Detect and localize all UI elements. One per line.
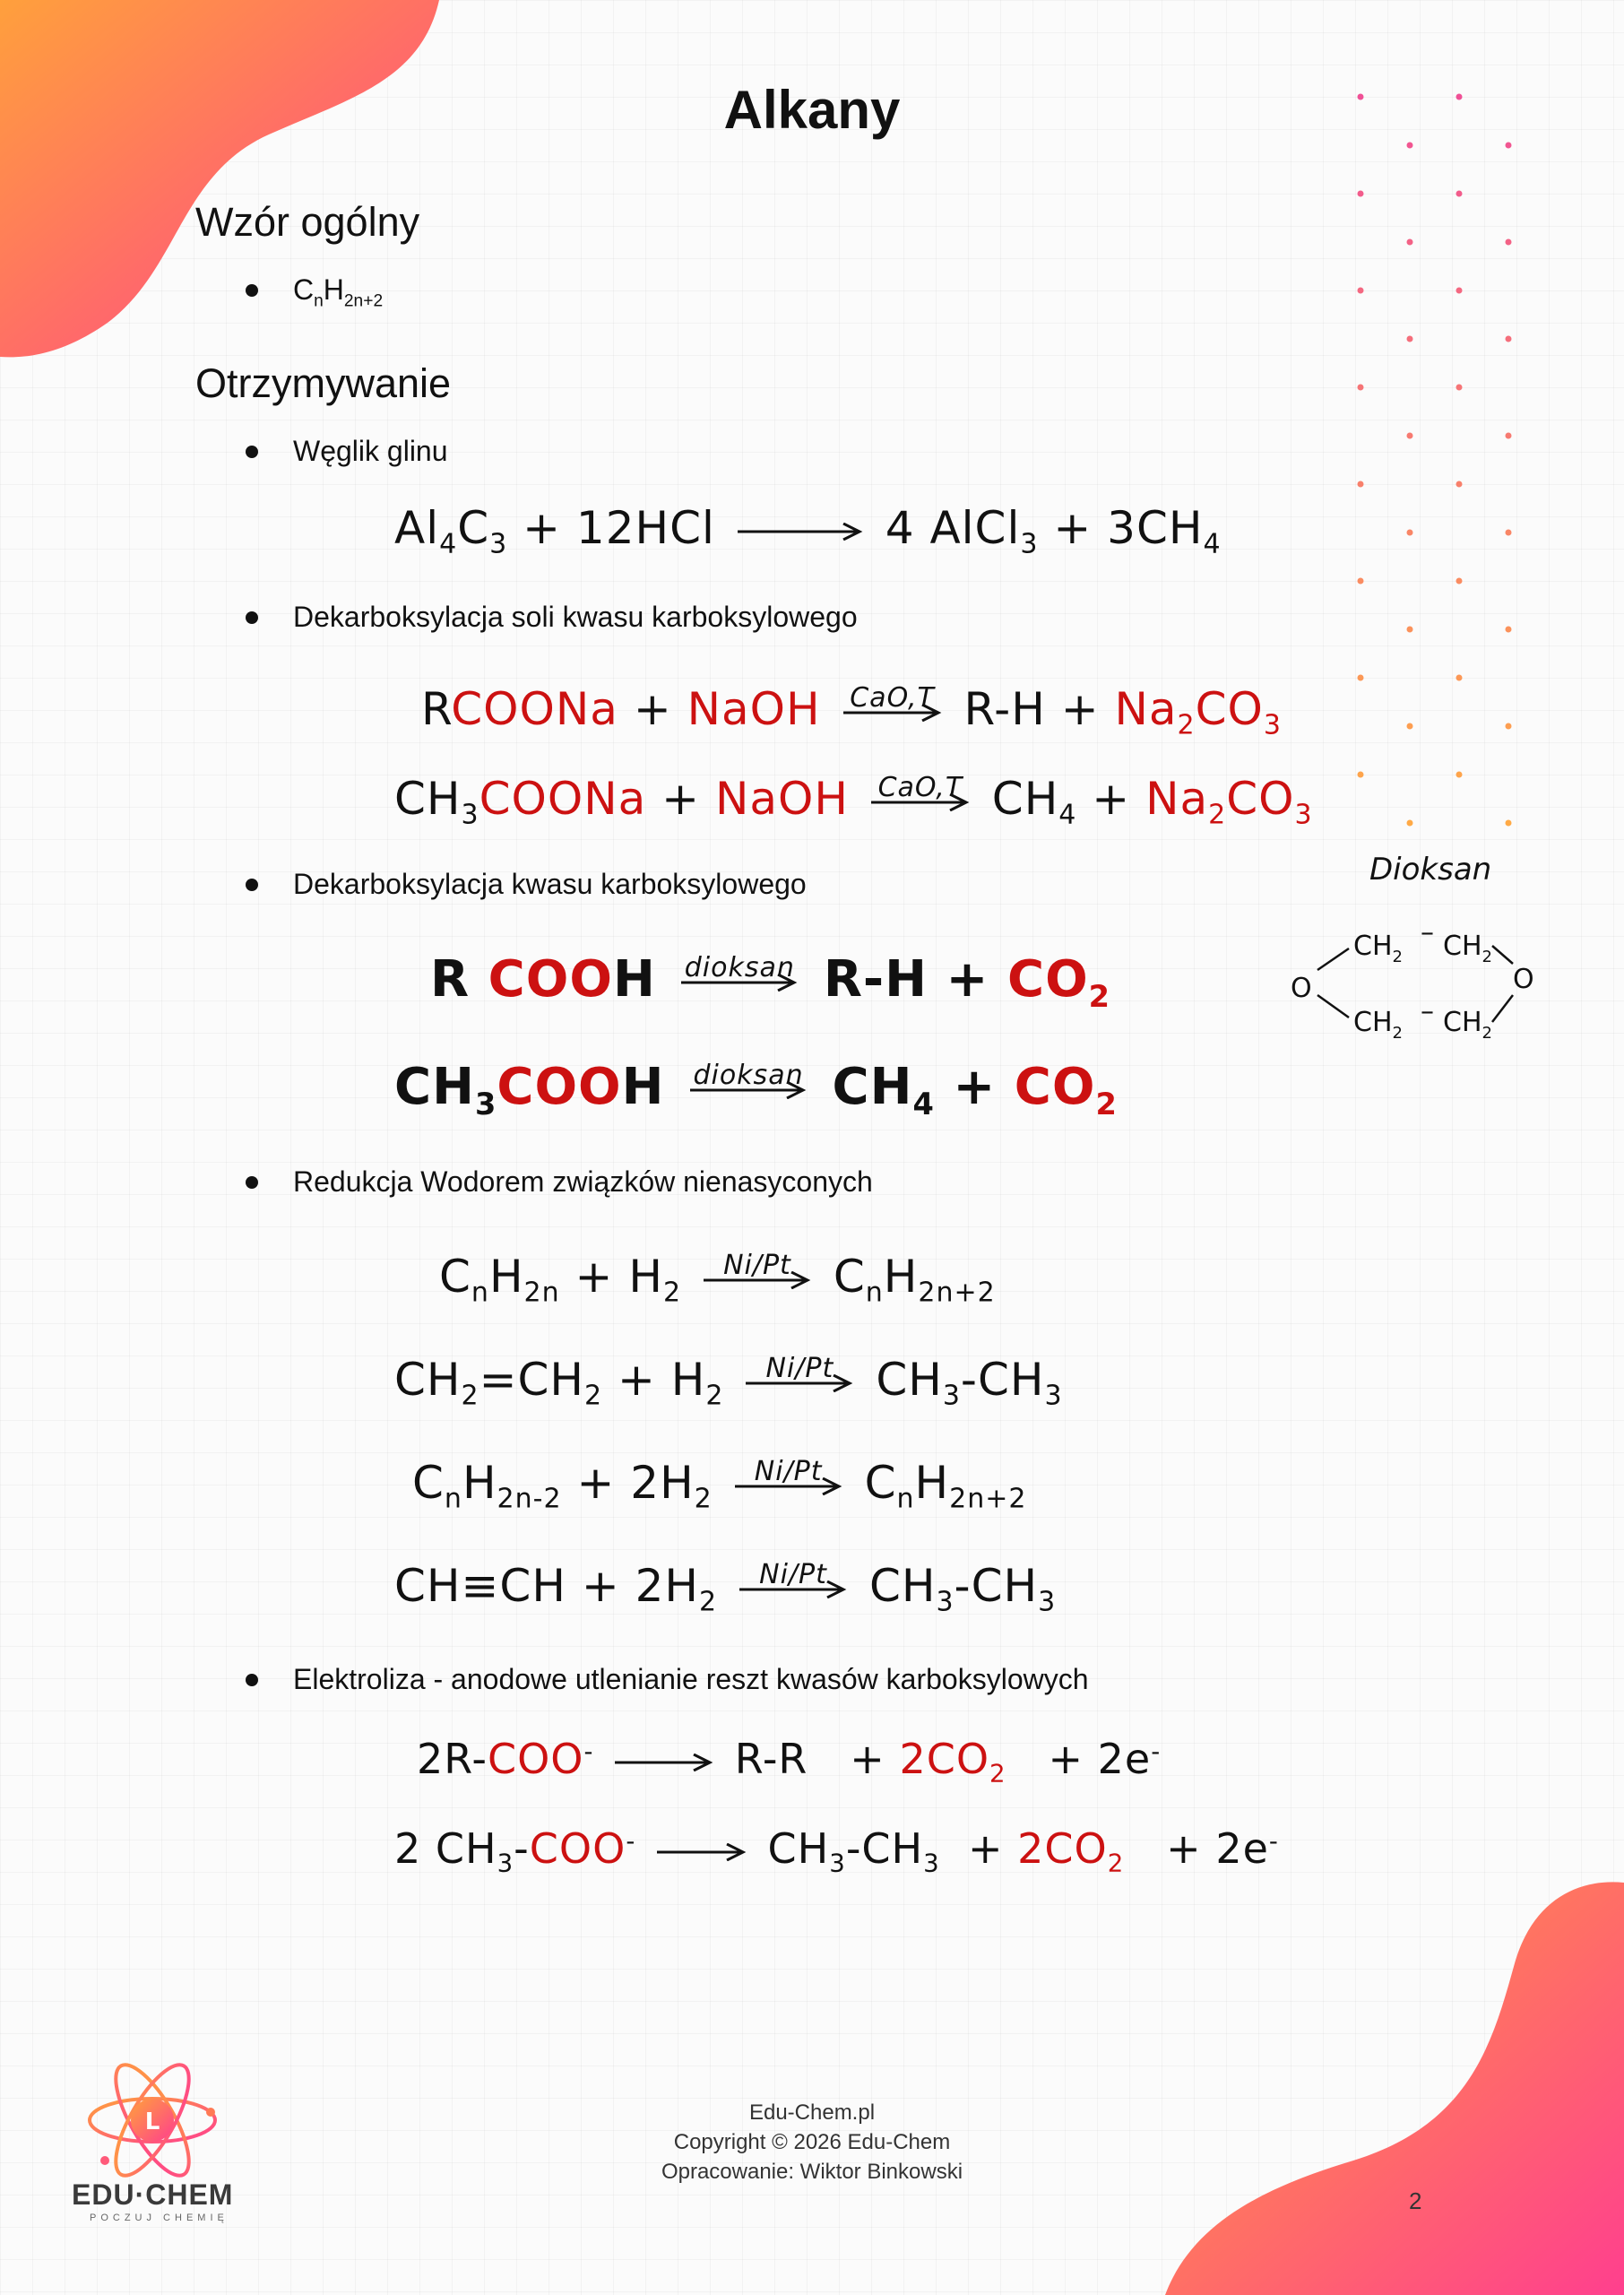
page-title: Alkany bbox=[723, 80, 901, 140]
decor-dot bbox=[1456, 578, 1463, 585]
decor-dot bbox=[1407, 336, 1413, 342]
decor-dot bbox=[1358, 481, 1364, 488]
reaction-arrow bbox=[615, 1754, 713, 1771]
equation-m4-4: $CH\equiv CH + 2H_2$ Ni/Pt $CH_3-CH_3$ bbox=[394, 1558, 1057, 1618]
footer-author: Opracowanie: Wiktor Binkowski bbox=[661, 2160, 963, 2184]
equation-m3-1: R COOH dioksan $R-H + CO_2$ bbox=[430, 950, 1111, 1014]
page-number: 2 bbox=[1409, 2187, 1422, 2214]
dioxane-ch2-bottom-right: $CH_2$ bbox=[1443, 1007, 1492, 1043]
decor-dot bbox=[1407, 627, 1413, 633]
decor-blob-top-left bbox=[0, 0, 448, 368]
decor-dot bbox=[1456, 675, 1463, 681]
equation-m1-1: $Al_4C_3 + 12HCl$ 4 AlCl$_3$ + $3CH_4$ bbox=[394, 502, 1222, 560]
decor-dot bbox=[1407, 433, 1413, 439]
decor-dot bbox=[1506, 433, 1512, 439]
decor-dot bbox=[1506, 530, 1512, 536]
equation-m4-2: $CH_2=CH_2 + H_2$ Ni/Pt $CH_3-CH_3$ bbox=[394, 1352, 1063, 1412]
reaction-arrow: Ni/Pt bbox=[739, 1581, 847, 1598]
decor-blob-bottom-right bbox=[1156, 1865, 1624, 2295]
equation-m5-2: 2 $CH_3-COO^-$ $CH_3-CH_3 + 2CO_2 + 2e^-$ bbox=[394, 1824, 1279, 1878]
reaction-arrow: CaO,T bbox=[843, 704, 942, 722]
method-1-label: Węglik glinu bbox=[293, 435, 448, 468]
dioxane-ch2-top-right: $CH_2$ bbox=[1443, 931, 1492, 966]
svg-text:L: L bbox=[144, 2109, 160, 2135]
reaction-arrow: Ni/Pt bbox=[704, 1271, 811, 1289]
bullet-dot bbox=[246, 879, 258, 891]
footer-site: Edu-Chem.pl bbox=[748, 2100, 876, 2125]
reaction-arrow: Ni/Pt bbox=[735, 1477, 842, 1495]
decor-dot bbox=[1506, 336, 1512, 342]
decor-dot bbox=[1456, 191, 1463, 197]
equation-m3-2: $CH_3COOH$ dioksan $CH_4 + CO_2$ bbox=[394, 1058, 1118, 1122]
decor-dot bbox=[1407, 143, 1413, 149]
decor-dot bbox=[1358, 191, 1364, 197]
dioxane-structure bbox=[1282, 914, 1542, 1058]
decor-dot bbox=[1407, 239, 1413, 246]
section-heading-production: Otrzymywanie bbox=[195, 360, 452, 406]
general-formula-item: $C_nH_{2n+2}$ bbox=[293, 273, 383, 311]
decor-dot bbox=[1506, 723, 1512, 730]
dioxane-oxygen-left: O bbox=[1291, 973, 1312, 1004]
reaction-arrow: dioksan bbox=[681, 974, 798, 992]
method-4-label: Redukcja Wodorem związków nienasyconych bbox=[293, 1165, 873, 1199]
decor-dot bbox=[1456, 481, 1463, 488]
decor-dot bbox=[1506, 820, 1512, 827]
dioxane-ch2-top-left: $CH_2$ bbox=[1353, 931, 1403, 966]
logo-name: EDU·CHEM bbox=[72, 2178, 234, 2211]
equation-m5-1: 2R-COO- $R-R + 2CO_2 + 2e^-$ bbox=[417, 1735, 1162, 1788]
logo-tagline: POCZUJ CHEMIĘ bbox=[90, 2213, 229, 2223]
decor-dot bbox=[1407, 820, 1413, 827]
decor-dot bbox=[1407, 530, 1413, 536]
svg-text:–: – bbox=[1421, 917, 1434, 948]
decor-dots bbox=[1344, 81, 1524, 843]
decor-dot bbox=[1358, 578, 1364, 585]
bullet-dot bbox=[246, 611, 258, 624]
decor-dot bbox=[1506, 143, 1512, 149]
bullet-dot bbox=[246, 1674, 258, 1686]
equation-m4-3: $C_nH_{2n-2} + 2H_2$ Ni/Pt $C_nH_{2n+2}$ bbox=[412, 1455, 1027, 1515]
decor-dot bbox=[1456, 385, 1463, 391]
decor-dot bbox=[1456, 288, 1463, 294]
reaction-arrow: CaO,T bbox=[871, 793, 970, 811]
svg-text:–: – bbox=[1421, 996, 1434, 1027]
equation-m4-1: $C_nH_{2n} + H_2$ Ni/Pt $C_nH_{2n+2}$ bbox=[439, 1249, 996, 1309]
decor-dot bbox=[1358, 288, 1364, 294]
method-5-label: Elektroliza - anodowe utlenianie reszt kwasów karboksylowych bbox=[293, 1663, 1089, 1696]
dioxane-title: Dioksan bbox=[1369, 852, 1492, 888]
dioxane-ch2-bottom-left: $CH_2$ bbox=[1353, 1007, 1403, 1043]
decor-dot bbox=[1506, 239, 1512, 246]
decor-dot bbox=[1456, 772, 1463, 778]
dioxane-oxygen-right: O bbox=[1513, 964, 1534, 995]
decor-dot bbox=[1358, 675, 1364, 681]
decor-dot bbox=[1506, 627, 1512, 633]
footer-copyright: Copyright © 2026 Edu-Chem bbox=[673, 2130, 951, 2154]
method-3-label: Dekarboksylacja kwasu karboksylowego bbox=[293, 868, 807, 901]
bullet-dot bbox=[246, 284, 258, 297]
decor-dot bbox=[1358, 385, 1364, 391]
equation-m2-2: $CH_3COONa$ + NaOH CaO,T $CH_4 + Na_2CO_3$ bbox=[394, 771, 1313, 831]
bullet-dot bbox=[246, 446, 258, 458]
decor-dot bbox=[1407, 723, 1413, 730]
reaction-arrow bbox=[657, 1843, 747, 1861]
reaction-arrow: dioksan bbox=[690, 1081, 807, 1099]
bullet-dot bbox=[246, 1176, 258, 1189]
footer bbox=[0, 2098, 1624, 2187]
section-heading-general-formula: Wzór ogólny bbox=[195, 199, 420, 245]
reaction-arrow: Ni/Pt bbox=[746, 1374, 853, 1392]
decor-dot bbox=[1358, 772, 1364, 778]
reaction-arrow bbox=[738, 523, 863, 541]
method-2-label: Dekarboksylacja soli kwasu karboksylowego bbox=[293, 601, 858, 634]
equation-m2-1: RCOONa + NaOH CaO,T $R-H + Na_2CO_3$ bbox=[421, 681, 1282, 741]
